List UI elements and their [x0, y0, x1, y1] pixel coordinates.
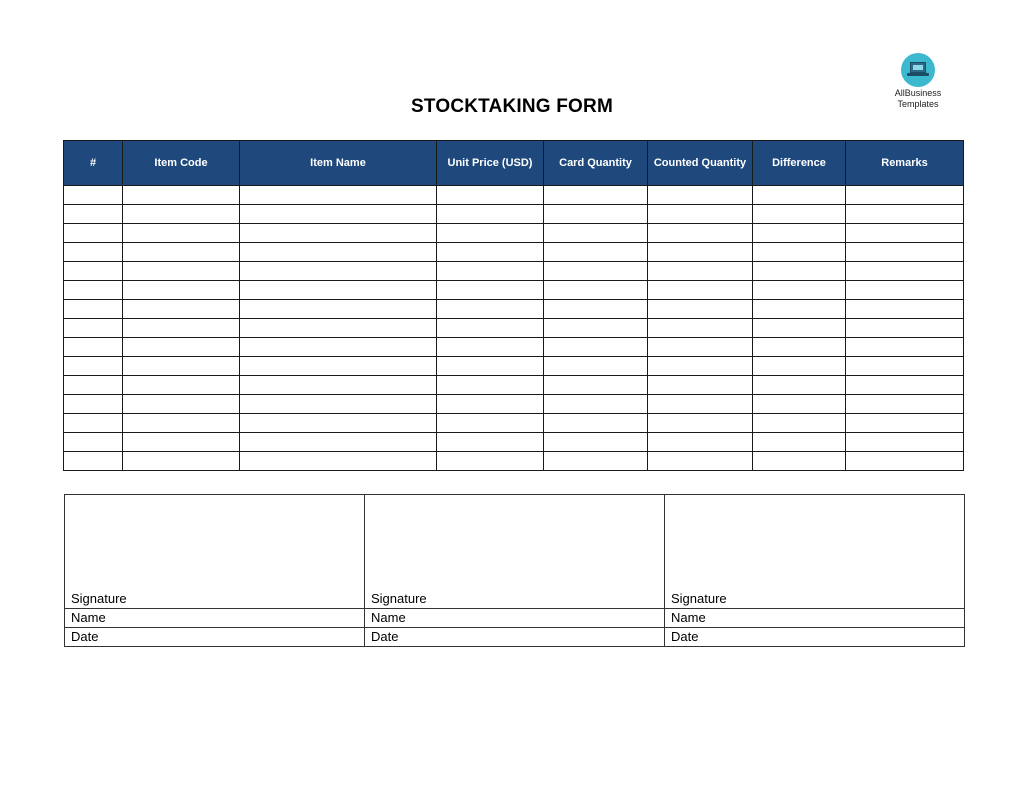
table-cell[interactable] — [846, 262, 964, 281]
column-header-item-code: Item Code — [123, 141, 240, 186]
table-cell[interactable] — [437, 243, 544, 262]
table-cell[interactable] — [544, 205, 648, 224]
table-row — [64, 281, 964, 300]
table-cell[interactable] — [846, 205, 964, 224]
table-cell[interactable] — [544, 376, 648, 395]
table-cell[interactable] — [240, 281, 437, 300]
table-cell[interactable] — [437, 224, 544, 243]
table-row — [64, 224, 964, 243]
table-cell[interactable] — [64, 300, 123, 319]
table-cell[interactable] — [123, 433, 240, 452]
column-header-item-name: Item Name — [240, 141, 437, 186]
table-cell[interactable] — [437, 319, 544, 338]
table-cell[interactable] — [753, 281, 846, 300]
table-cell[interactable] — [240, 357, 437, 376]
table-cell[interactable] — [846, 395, 964, 414]
table-cell[interactable] — [544, 300, 648, 319]
name-field-1[interactable]: Name — [65, 609, 365, 628]
column-header-card-quantity: Card Quantity — [544, 141, 648, 186]
table-cell[interactable] — [123, 262, 240, 281]
column-header-unit-price: Unit Price (USD) — [437, 141, 544, 186]
table-cell[interactable] — [437, 300, 544, 319]
table-cell[interactable] — [123, 319, 240, 338]
table-cell[interactable] — [64, 357, 123, 376]
table-cell[interactable] — [544, 319, 648, 338]
table-row — [64, 452, 964, 471]
table-cell[interactable] — [846, 452, 964, 471]
table-cell[interactable] — [240, 262, 437, 281]
table-row — [64, 300, 964, 319]
table-cell[interactable] — [240, 414, 437, 433]
table-cell[interactable] — [753, 414, 846, 433]
table-cell[interactable] — [544, 338, 648, 357]
table-cell[interactable] — [123, 186, 240, 205]
table-cell[interactable] — [437, 357, 544, 376]
table-cell[interactable] — [437, 262, 544, 281]
table-cell[interactable] — [753, 452, 846, 471]
table-cell[interactable] — [544, 395, 648, 414]
name-field-3[interactable]: Name — [665, 609, 965, 628]
table-cell[interactable] — [64, 186, 123, 205]
table-cell[interactable] — [64, 452, 123, 471]
table-row — [64, 433, 964, 452]
table-cell[interactable] — [64, 433, 123, 452]
table-cell[interactable] — [240, 205, 437, 224]
table-cell[interactable] — [64, 414, 123, 433]
table-cell[interactable] — [648, 186, 753, 205]
table-cell[interactable] — [648, 338, 753, 357]
table-cell[interactable] — [437, 186, 544, 205]
table-cell[interactable] — [437, 205, 544, 224]
table-cell[interactable] — [846, 376, 964, 395]
table-header-row — [64, 141, 964, 186]
table-cell[interactable] — [648, 262, 753, 281]
table-cell[interactable] — [753, 319, 846, 338]
stocktaking-table — [63, 140, 964, 471]
table-cell[interactable] — [846, 281, 964, 300]
signature-table — [64, 494, 965, 647]
table-cell[interactable] — [753, 376, 846, 395]
table-cell[interactable] — [437, 433, 544, 452]
table-cell[interactable] — [753, 262, 846, 281]
table-cell[interactable] — [437, 452, 544, 471]
table-cell[interactable] — [648, 357, 753, 376]
table-cell[interactable] — [753, 433, 846, 452]
table-cell[interactable] — [240, 338, 437, 357]
table-cell[interactable] — [123, 281, 240, 300]
table-cell[interactable] — [648, 243, 753, 262]
table-cell[interactable] — [846, 186, 964, 205]
table-cell[interactable] — [123, 395, 240, 414]
table-cell[interactable] — [648, 414, 753, 433]
table-cell[interactable] — [544, 433, 648, 452]
column-header-number: # — [64, 141, 123, 186]
table-cell[interactable] — [64, 395, 123, 414]
table-row — [64, 319, 964, 338]
table-cell[interactable] — [648, 395, 753, 414]
table-cell[interactable] — [240, 376, 437, 395]
table-cell[interactable] — [846, 243, 964, 262]
table-cell[interactable] — [753, 186, 846, 205]
table-cell[interactable] — [437, 376, 544, 395]
table-cell[interactable] — [64, 338, 123, 357]
signature-field-2[interactable]: Signature — [365, 495, 665, 609]
logo-text-line1: AllBusiness — [894, 88, 942, 98]
table-cell[interactable] — [123, 205, 240, 224]
table-cell[interactable] — [437, 338, 544, 357]
table-cell[interactable] — [544, 357, 648, 376]
table-cell[interactable] — [123, 338, 240, 357]
table-cell[interactable] — [437, 395, 544, 414]
table-cell[interactable] — [240, 224, 437, 243]
column-header-difference: Difference — [753, 141, 846, 186]
table-cell[interactable] — [648, 376, 753, 395]
table-cell[interactable] — [437, 414, 544, 433]
table-cell[interactable] — [544, 243, 648, 262]
table-cell[interactable] — [648, 452, 753, 471]
table-cell[interactable] — [64, 281, 123, 300]
table-cell[interactable] — [123, 243, 240, 262]
date-field-1[interactable]: Date — [65, 628, 365, 647]
table-cell[interactable] — [64, 224, 123, 243]
table-cell[interactable] — [544, 262, 648, 281]
table-cell[interactable] — [648, 281, 753, 300]
signature-field-3[interactable]: Signature — [665, 495, 965, 609]
table-cell[interactable] — [544, 414, 648, 433]
table-cell[interactable] — [240, 452, 437, 471]
table-cell[interactable] — [123, 376, 240, 395]
signature-field-1[interactable]: Signature — [65, 495, 365, 609]
table-cell[interactable] — [123, 224, 240, 243]
table-cell[interactable] — [64, 243, 123, 262]
table-cell[interactable] — [64, 376, 123, 395]
column-header-remarks: Remarks — [846, 141, 964, 186]
date-field-3[interactable]: Date — [665, 628, 965, 647]
table-cell[interactable] — [648, 300, 753, 319]
laptop-icon — [901, 53, 935, 87]
logo-text-line2: Templates — [897, 99, 939, 109]
table-cell[interactable] — [648, 205, 753, 224]
table-row — [64, 357, 964, 376]
table-cell[interactable] — [544, 224, 648, 243]
table-cell[interactable] — [240, 243, 437, 262]
table-cell[interactable] — [64, 262, 123, 281]
date-field-2[interactable]: Date — [365, 628, 665, 647]
table-cell[interactable] — [846, 433, 964, 452]
table-cell[interactable] — [240, 319, 437, 338]
page-title: STOCKTAKING FORM — [411, 96, 613, 117]
table-cell[interactable] — [123, 357, 240, 376]
table-row — [64, 414, 964, 433]
table-cell[interactable] — [648, 433, 753, 452]
table-cell[interactable] — [846, 338, 964, 357]
table-cell[interactable] — [846, 319, 964, 338]
table-cell[interactable] — [544, 186, 648, 205]
table-cell[interactable] — [544, 281, 648, 300]
table-row — [64, 205, 964, 224]
table-row — [64, 262, 964, 281]
table-cell[interactable] — [240, 300, 437, 319]
table-cell[interactable] — [123, 414, 240, 433]
table-cell[interactable] — [753, 205, 846, 224]
table-cell[interactable] — [753, 338, 846, 357]
table-cell[interactable] — [648, 224, 753, 243]
table-cell[interactable] — [846, 224, 964, 243]
table-cell[interactable] — [846, 300, 964, 319]
table-cell[interactable] — [648, 319, 753, 338]
table-cell[interactable] — [64, 319, 123, 338]
table-cell[interactable] — [123, 300, 240, 319]
table-row — [64, 243, 964, 262]
table-cell[interactable] — [846, 357, 964, 376]
table-body — [64, 186, 964, 471]
table-cell[interactable] — [753, 395, 846, 414]
table-cell[interactable] — [753, 357, 846, 376]
table-cell[interactable] — [64, 205, 123, 224]
table-cell[interactable] — [240, 395, 437, 414]
table-cell[interactable] — [240, 186, 437, 205]
table-row — [64, 376, 964, 395]
table-cell[interactable] — [753, 243, 846, 262]
table-cell[interactable] — [846, 414, 964, 433]
name-field-2[interactable]: Name — [365, 609, 665, 628]
table-row — [64, 395, 964, 414]
table-cell[interactable] — [123, 452, 240, 471]
table-cell[interactable] — [753, 224, 846, 243]
column-header-counted-quantity: Counted Quantity — [648, 141, 753, 186]
table-cell[interactable] — [437, 281, 544, 300]
table-cell[interactable] — [544, 452, 648, 471]
table-row — [64, 186, 964, 205]
table-cell[interactable] — [753, 300, 846, 319]
table-cell[interactable] — [240, 433, 437, 452]
table-row — [64, 338, 964, 357]
